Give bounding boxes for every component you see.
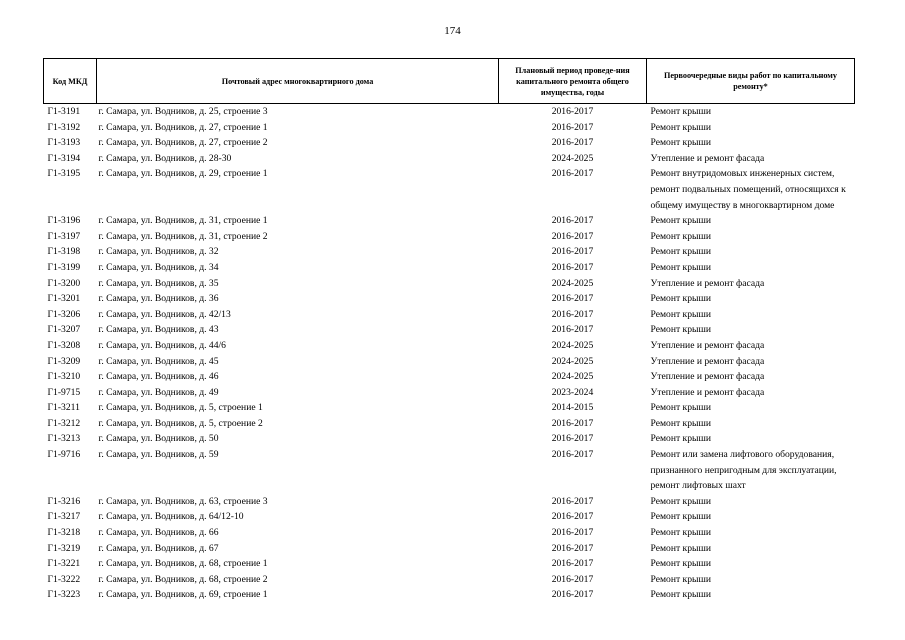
cell-period: 2014-2015: [551, 402, 594, 414]
cell-address: г. Самара, ул. Водников, д. 32: [98, 246, 219, 258]
cell-works: Ремонт крыши: [650, 495, 711, 507]
cell-address: г. Самара, ул. Водников, д. 66: [98, 527, 219, 539]
cell-period: 2016-2017: [551, 121, 594, 133]
cell-code: Г1-3197: [47, 230, 81, 242]
cell-works: Ремонт или замена лифтового оборудования, признанного непригодным для эксплуатации, ремонт лифтовых шахт: [650, 449, 837, 492]
cell-code: Г1-3194: [47, 152, 81, 164]
cell-code: Г1-3207: [47, 324, 81, 336]
cell-code: Г1-3213: [47, 433, 81, 445]
cell-works: Ремонт крыши: [650, 137, 711, 149]
cell-period: 2024-2025: [551, 371, 594, 383]
cell-code: Г1-3193: [47, 137, 81, 149]
cell-works: Утепление и ремонт фасада: [650, 371, 765, 383]
cell-works: Ремонт внутридомовых инженерных систем, ремонт подвальных помещений, относящихся к общему имуществу в многоквартирном доме: [650, 168, 846, 211]
cell-code: Г1-3218: [47, 527, 81, 539]
cell-address: г. Самара, ул. Водников, д. 34: [98, 261, 219, 273]
cell-address: г. Самара, ул. Водников, д. 63, строение 3: [98, 495, 268, 507]
table-row: [44, 447, 855, 494]
cell-works: Утепление и ремонт фасада: [650, 386, 765, 398]
cell-address: г. Самара, ул. Водников, д. 29, строение 1: [98, 168, 268, 180]
capital-repair-table: [43, 58, 855, 603]
cell-period: 2016-2017: [551, 527, 594, 539]
cell-address: г. Самара, ул. Водников, д. 25, строение 3: [98, 106, 268, 117]
header-address: Почтовый адрес многоквартирного дома: [97, 59, 499, 104]
table-row: [44, 322, 855, 338]
cell-works: Ремонт крыши: [650, 261, 711, 273]
cell-works: Ремонт крыши: [650, 308, 711, 320]
table-row: [44, 104, 855, 120]
cell-address: г. Самара, ул. Водников, д. 46: [98, 371, 219, 383]
cell-address: г. Самара, ул. Водников, д. 43: [98, 324, 219, 336]
table-row: [44, 135, 855, 151]
cell-works: Ремонт крыши: [650, 573, 711, 585]
cell-address: г. Самара, ул. Водников, д. 69, строение 1: [98, 589, 268, 601]
cell-address: г. Самара, ул. Водников, д. 67: [98, 542, 219, 554]
cell-works: Ремонт крыши: [650, 511, 711, 523]
header-row: [44, 59, 855, 104]
table-row: [44, 151, 855, 167]
cell-period: 2024-2025: [551, 339, 594, 351]
table-row: [44, 338, 855, 354]
cell-code: Г1-3217: [47, 511, 81, 523]
cell-period: 2016-2017: [551, 293, 594, 305]
cell-code: Г1-3208: [47, 339, 81, 351]
cell-works: Ремонт крыши: [650, 527, 711, 539]
cell-works: Ремонт крыши: [650, 121, 711, 133]
cell-address: г. Самара, ул. Водников, д. 49: [98, 386, 219, 398]
table-row: [44, 229, 855, 245]
cell-works: Утепление и ремонт фасада: [650, 277, 765, 289]
cell-address: г. Самара, ул. Водников, д. 31, строение 1: [98, 215, 268, 227]
cell-works: Ремонт крыши: [650, 589, 711, 601]
cell-period: 2023-2024: [551, 386, 594, 398]
cell-period: 2016-2017: [551, 137, 594, 149]
cell-period: 2016-2017: [551, 542, 594, 554]
table-row: [44, 556, 855, 572]
cell-works: Утепление и ремонт фасада: [650, 355, 765, 367]
cell-address: г. Самара, ул. Водников, д. 27, строение 1: [98, 121, 268, 133]
table-row: [44, 385, 855, 401]
cell-address: г. Самара, ул. Водников, д. 64/12-10: [98, 511, 244, 523]
cell-period: 2016-2017: [551, 106, 594, 117]
cell-works: Ремонт крыши: [650, 558, 711, 570]
table-row: [44, 260, 855, 276]
table-row: [44, 587, 855, 603]
table-row: [44, 369, 855, 385]
cell-period: 2016-2017: [551, 495, 594, 507]
cell-address: г. Самара, ул. Водников, д. 5, строение 1: [98, 402, 263, 414]
cell-address: г. Самара, ул. Водников, д. 5, строение 2: [98, 417, 263, 429]
cell-code: Г1-3219: [47, 542, 81, 554]
table-row: [44, 244, 855, 260]
cell-code: Г1-3210: [47, 371, 81, 383]
table-row: [44, 307, 855, 323]
cell-code: Г1-3223: [47, 589, 81, 601]
table-row: [44, 431, 855, 447]
cell-period: 2016-2017: [551, 449, 594, 461]
cell-address: г. Самара, ул. Водников, д. 68, строение 2: [98, 573, 268, 585]
cell-period: 2024-2025: [551, 277, 594, 289]
table-row: [44, 120, 855, 136]
table-row: [44, 213, 855, 229]
cell-code: Г1-3191: [47, 106, 81, 117]
cell-code: Г1-9715: [47, 386, 81, 398]
cell-period: 2016-2017: [551, 417, 594, 429]
table-header: [44, 59, 855, 104]
cell-works: Ремонт крыши: [650, 433, 711, 445]
table-body: [44, 104, 855, 604]
cell-code: Г1-3199: [47, 261, 81, 273]
table-row: [44, 166, 855, 213]
table-row: [44, 354, 855, 370]
cell-address: г. Самара, ул. Водников, д. 31, строение 2: [98, 230, 268, 242]
cell-works: Ремонт крыши: [650, 542, 711, 554]
cell-address: г. Самара, ул. Водников, д. 59: [98, 449, 219, 461]
cell-address: г. Самара, ул. Водников, д. 68, строение 1: [98, 558, 268, 570]
cell-works: Ремонт крыши: [650, 324, 711, 336]
page-number: 174: [444, 25, 461, 37]
cell-period: 2016-2017: [551, 324, 594, 336]
header-period: Плановый период проведе-ния капитального ремонта общего имущества, годы: [499, 59, 647, 104]
cell-address: г. Самара, ул. Водников, д. 36: [98, 293, 219, 305]
cell-code: Г1-3216: [47, 495, 81, 507]
table-row: [44, 494, 855, 510]
cell-code: Г1-3201: [47, 293, 81, 305]
header-code: Код МКД: [44, 59, 97, 104]
cell-works: Ремонт крыши: [650, 215, 711, 227]
cell-code: Г1-3200: [47, 277, 81, 289]
cell-address: г. Самара, ул. Водников, д. 50: [98, 433, 219, 445]
table-row: [44, 291, 855, 307]
cell-code: Г1-9716: [47, 449, 81, 461]
cell-works: Ремонт крыши: [650, 246, 711, 258]
cell-period: 2016-2017: [551, 230, 594, 242]
cell-works: Ремонт крыши: [650, 402, 711, 414]
table-row: [44, 400, 855, 416]
cell-period: 2016-2017: [551, 511, 594, 523]
cell-works: Утепление и ремонт фасада: [650, 339, 765, 351]
header-works: Первоочередные виды работ по капитальному ремонту*: [647, 59, 855, 104]
table-row: [44, 572, 855, 588]
cell-period: 2016-2017: [551, 589, 594, 601]
cell-works: Ремонт крыши: [650, 106, 711, 117]
cell-address: г. Самара, ул. Водников, д. 42/13: [98, 308, 231, 320]
cell-code: Г1-3196: [47, 215, 81, 227]
cell-address: г. Самара, ул. Водников, д. 35: [98, 277, 219, 289]
cell-period: 2024-2025: [551, 355, 594, 367]
cell-code: Г1-3212: [47, 417, 81, 429]
cell-code: Г1-3221: [47, 558, 81, 570]
cell-works: Ремонт крыши: [650, 230, 711, 242]
cell-works: Утепление и ремонт фасада: [650, 152, 765, 164]
cell-code: Г1-3198: [47, 246, 81, 258]
cell-code: Г1-3209: [47, 355, 81, 367]
cell-period: 2016-2017: [551, 433, 594, 445]
cell-code: Г1-3222: [47, 573, 81, 585]
cell-works: Ремонт крыши: [650, 417, 711, 429]
cell-works: Ремонт крыши: [650, 293, 711, 305]
cell-period: 2016-2017: [551, 168, 594, 180]
table-row: [44, 509, 855, 525]
cell-period: 2016-2017: [551, 308, 594, 320]
cell-code: Г1-3211: [47, 402, 80, 414]
cell-address: г. Самара, ул. Водников, д. 45: [98, 355, 219, 367]
table-row: [44, 525, 855, 541]
cell-address: г. Самара, ул. Водников, д. 27, строение 2: [98, 137, 268, 149]
table-row: [44, 541, 855, 557]
cell-code: Г1-3195: [47, 168, 81, 180]
cell-code: Г1-3192: [47, 121, 81, 133]
cell-period: 2016-2017: [551, 246, 594, 258]
cell-period: 2016-2017: [551, 573, 594, 585]
table-row: [44, 416, 855, 432]
cell-address: г. Самара, ул. Водников, д. 28-30: [98, 152, 232, 164]
cell-period: 2016-2017: [551, 261, 594, 273]
table-row: [44, 276, 855, 292]
cell-code: Г1-3206: [47, 308, 81, 320]
cell-address: г. Самара, ул. Водников, д. 44/6: [98, 339, 226, 351]
cell-period: 2016-2017: [551, 215, 594, 227]
cell-period: 2024-2025: [551, 152, 594, 164]
cell-period: 2016-2017: [551, 558, 594, 570]
